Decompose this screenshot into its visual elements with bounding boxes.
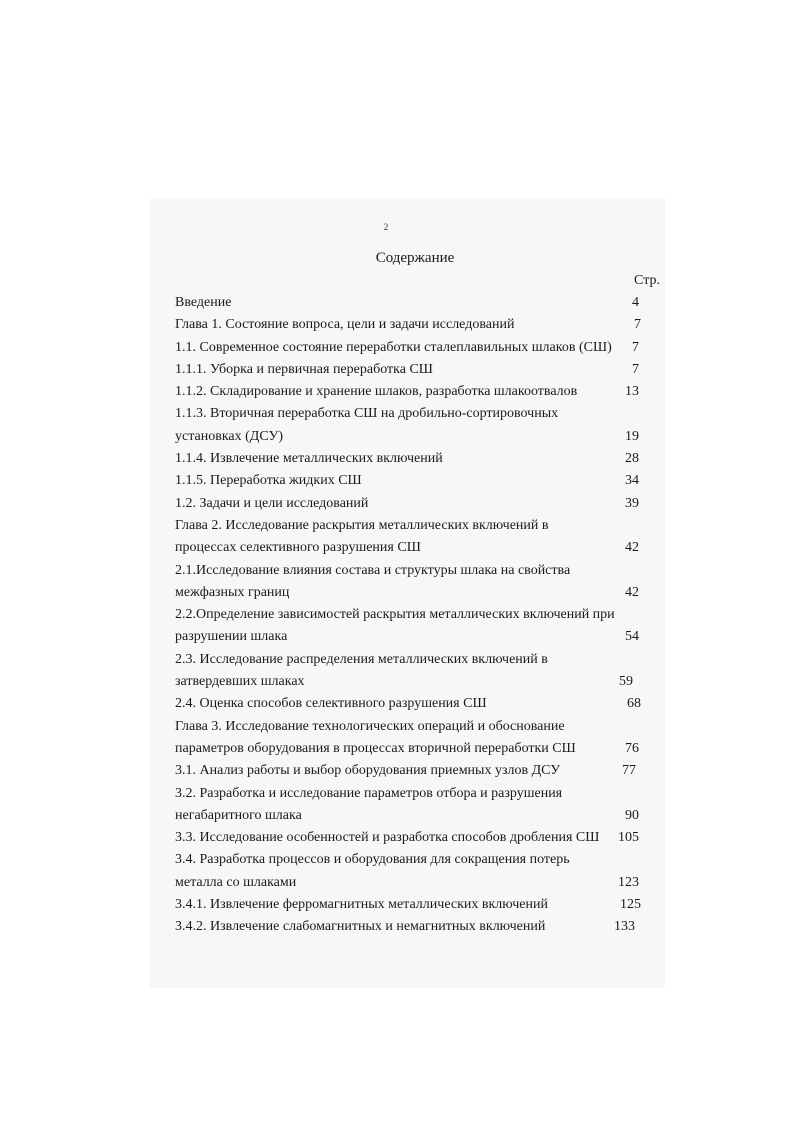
toc-entry	[175, 760, 647, 782]
toc-entry-text: 1.1.2. Складирование и хранение шлаков, разработка шлакоотвалов	[175, 384, 578, 400]
toc-entry-text: Глава 3. Исследование технологических операций и обоснование	[175, 718, 565, 734]
toc-entry-text: 1.1. Современное состояние переработки сталеплавильных шлаков (СШ)	[175, 339, 612, 355]
table-of-contents	[175, 292, 647, 939]
toc-entry	[175, 515, 647, 537]
toc-entry	[175, 805, 647, 827]
toc-entry	[175, 693, 647, 715]
toc-title: Содержание	[375, 250, 455, 266]
toc-entry-page: 7	[634, 317, 641, 333]
toc-entry-text: 1.2. Задачи и цели исследований	[175, 495, 369, 511]
toc-entry-text: 1.1.5. Переработка жидких СШ	[175, 473, 362, 489]
toc-entry-text: 1.1.3. Вторичная переработка СШ на дробильно-сортировочных	[175, 406, 559, 422]
page-column-label: Стр.	[634, 273, 660, 288]
toc-entry	[175, 872, 647, 894]
toc-entry	[175, 626, 647, 648]
toc-entry-text: металла со шлаками	[175, 874, 297, 890]
toc-entry-page: 7	[632, 361, 639, 377]
toc-entry	[175, 783, 647, 805]
toc-entry-text: 3.1. Анализ работы и выбор оборудования приемных узлов ДСУ	[175, 763, 561, 779]
toc-entry-text: 3.2. Разработка и исследование параметров отбора и разрушения	[175, 785, 563, 801]
toc-entry	[175, 560, 647, 582]
toc-entry	[175, 403, 647, 425]
toc-entry	[175, 426, 647, 448]
toc-entry-text: 2.1.Исследование влияния состава и структуры шлака на свойства	[175, 562, 571, 578]
toc-entry	[175, 381, 647, 403]
toc-entry	[175, 314, 647, 336]
toc-entry-text: Введение	[175, 295, 232, 310]
toc-entry-text: параметров оборудования в процессах вторичной переработки СШ	[175, 740, 576, 756]
toc-entry	[175, 604, 647, 626]
toc-entry-text: Глава 2. Исследование раскрытия металлических включений в	[175, 517, 549, 533]
toc-entry-text: разрушении шлака	[175, 629, 288, 645]
toc-entry-text: 3.4.2. Извлечение слабомагнитных и немагнитных включений	[175, 919, 546, 935]
toc-entry-page: 4	[632, 295, 639, 310]
toc-entry	[175, 337, 647, 359]
toc-entry-page: 19	[625, 428, 639, 444]
toc-entry-text: 3.4.1. Извлечение ферромагнитных металлических включений	[175, 897, 548, 913]
toc-entry-text: межфазных границ	[175, 584, 290, 600]
toc-entry	[175, 649, 647, 671]
toc-entry-page: 123	[618, 874, 639, 890]
toc-entry-page: 90	[625, 807, 639, 823]
toc-entry	[175, 738, 647, 760]
toc-entry-page: 39	[625, 495, 639, 511]
toc-entry	[175, 359, 647, 381]
toc-entry	[175, 537, 647, 559]
toc-entry-page: 76	[625, 740, 639, 756]
toc-entry	[175, 849, 647, 871]
toc-entry-text: установках (ДСУ)	[175, 428, 284, 444]
toc-entry-page: 68	[627, 696, 641, 712]
toc-entry-page: 28	[625, 451, 639, 467]
toc-entry-page: 13	[625, 384, 639, 400]
toc-entry-text: 2.2.Определение зависимостей раскрытия металлических включений при	[175, 607, 615, 623]
toc-entry-text: 2.3. Исследование распределения металлических включений в	[175, 651, 548, 667]
toc-entry-text: 2.4. Оценка способов селективного разрушения СШ	[175, 696, 487, 712]
toc-entry-text: 3.4. Разработка процессов и оборудования для сокращения потерь	[175, 852, 570, 868]
toc-entry	[175, 470, 647, 492]
toc-entry-page: 133	[614, 919, 635, 935]
toc-entry	[175, 671, 647, 693]
toc-entry-page: 42	[625, 584, 639, 600]
toc-entry-page: 42	[625, 540, 639, 556]
toc-entry	[175, 827, 647, 849]
toc-entry	[175, 582, 647, 604]
toc-entry-page: 59	[619, 674, 633, 690]
toc-entry-page: 125	[620, 897, 641, 913]
toc-entry-text: 1.1.4. Извлечение металлических включений	[175, 451, 443, 467]
toc-entry-text: процессах селективного разрушения СШ	[175, 540, 421, 556]
toc-entry-text: 3.3. Исследование особенностей и разработка способов дробления СШ	[175, 830, 600, 846]
toc-entry-page: 34	[625, 473, 639, 489]
toc-entry	[175, 493, 647, 515]
toc-entry-page: 7	[632, 339, 639, 355]
page-number: 2	[383, 222, 389, 232]
toc-entry	[175, 448, 647, 470]
toc-entry-text: негабаритного шлака	[175, 807, 302, 823]
toc-entry-page: 77	[622, 763, 636, 779]
toc-entry	[175, 894, 647, 916]
toc-entry	[175, 292, 647, 314]
toc-entry-page: 54	[625, 629, 639, 645]
toc-entry-text: 1.1.1. Уборка и первичная переработка СШ	[175, 361, 433, 377]
toc-entry-page: 105	[618, 830, 639, 846]
toc-entry	[175, 716, 647, 738]
toc-entry-text: затвердевших шлаках	[175, 674, 305, 690]
toc-entry	[175, 916, 647, 938]
toc-entry-text: Глава 1. Состояние вопроса, цели и задачи исследований	[175, 317, 515, 333]
